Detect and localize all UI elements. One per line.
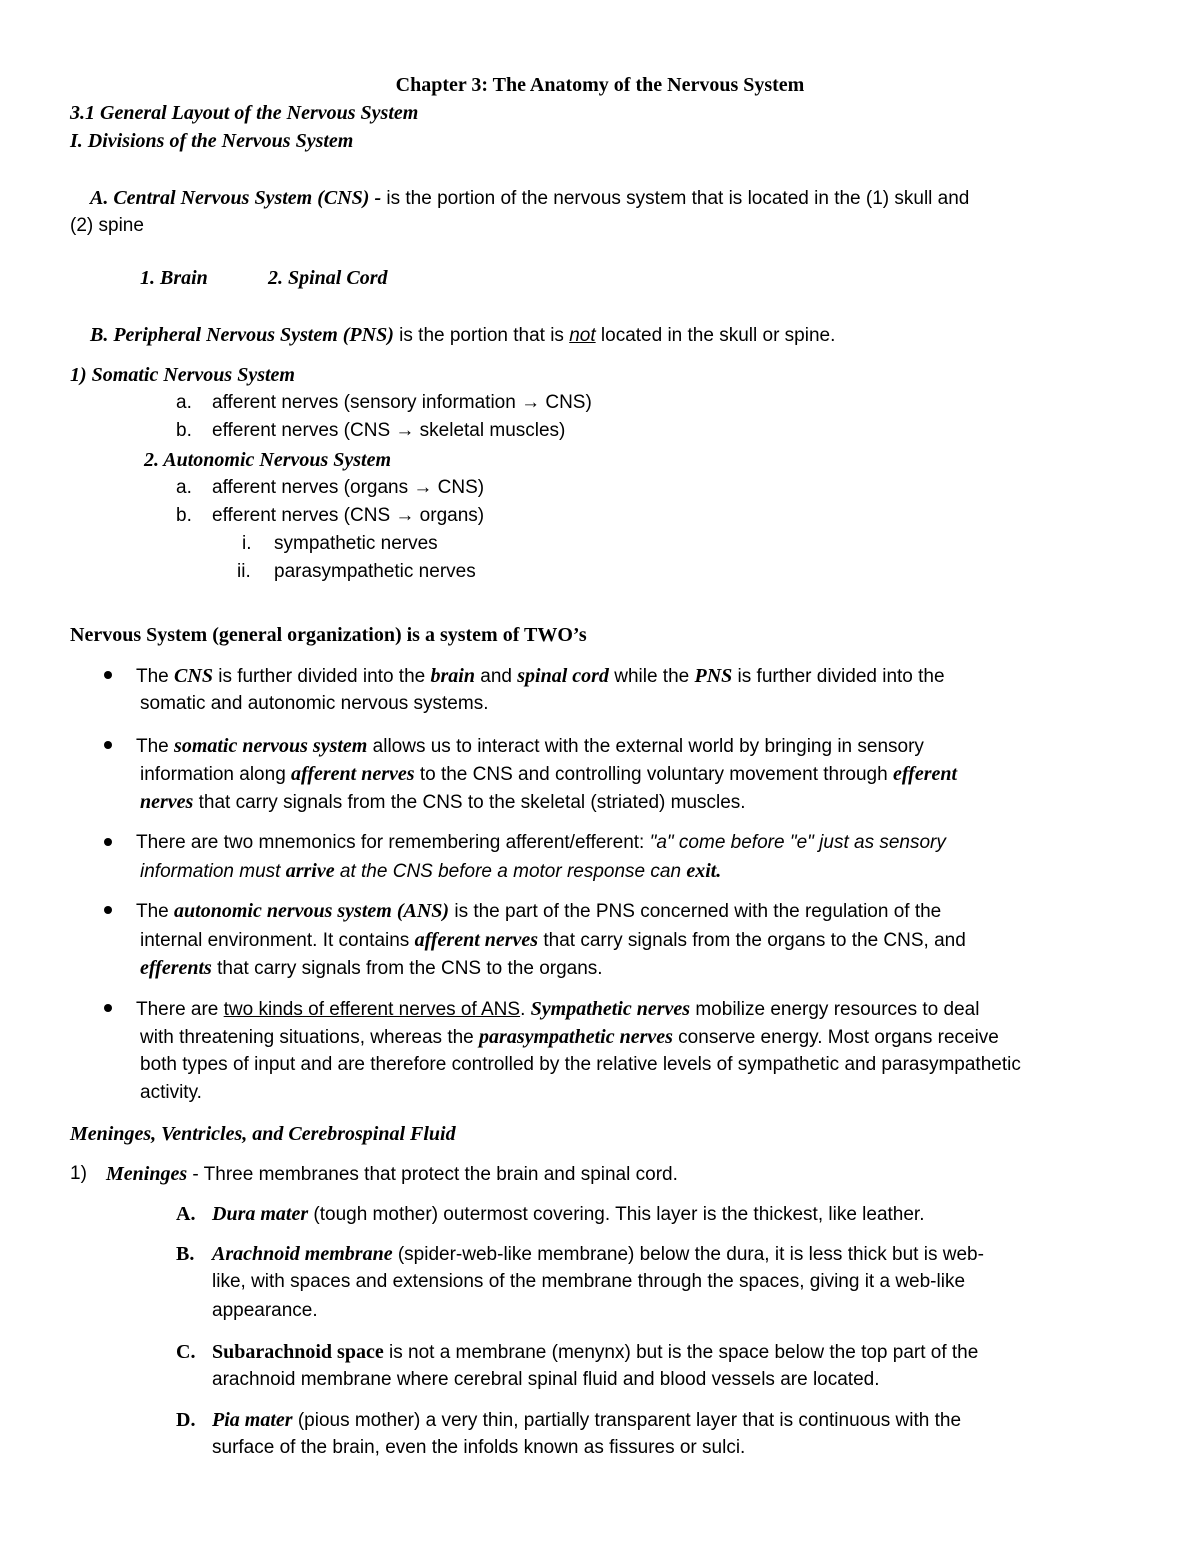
bullet-5-line-4: activity.	[140, 1082, 202, 1103]
bullet-4-line-1: The autonomic nervous system (ANS) is the part of the PNS concerned with the regulation of the	[136, 900, 942, 922]
bullet-2-line-1: The somatic nervous system allows us to interact with the external world by bringing in sensory	[136, 735, 924, 757]
dura-line: Dura mater (tough mother) outermost covering. This layer is the thickest, like leather.	[212, 1203, 925, 1225]
cns-item-brain: 1. Brain	[140, 267, 208, 289]
cns-text-cont: (2) spine	[70, 215, 144, 236]
subsection-heading: I. Divisions of the Nervous System	[70, 130, 354, 152]
bullet-dot-icon	[104, 1004, 112, 1012]
bullet-1-line-1: The CNS is further divided into the brain and spinal cord while the PNS is further divided into the	[136, 665, 945, 687]
pns-text-a: is the portion that is	[393, 325, 570, 346]
somatic-b-marker: b.	[176, 420, 192, 441]
meninges-marker: 1)	[70, 1163, 87, 1184]
bullet-dot-icon	[104, 671, 112, 679]
autonomic-a-text: afferent nerves (organs → CNS)	[212, 477, 485, 498]
dura-marker: A.	[176, 1203, 196, 1225]
twos-heading: Nervous System (general organization) is a system of TWO’s	[70, 624, 587, 646]
autonomic-i-text: sympathetic nerves	[274, 533, 438, 554]
bullet-4-line-3: efferents that carry signals from the CNS to the organs.	[140, 957, 603, 979]
section-heading: 3.1 General Layout of the Nervous System	[70, 102, 419, 124]
pia-line-1: Pia mater (pious mother) a very thin, partially transparent layer that is continuous with the	[212, 1409, 962, 1431]
bullet-5-line-3: both types of input and are therefore controlled by the relative levels of sympathetic and parasympathetic	[140, 1054, 1021, 1075]
cns-item-spinal-cord: 2. Spinal Cord	[268, 267, 388, 289]
autonomic-heading: 2. Autonomic Nervous System	[144, 449, 392, 471]
arachnoid-line-1: Arachnoid membrane (spider-web-like membrane) below the dura, it is less thick but is web-	[212, 1243, 984, 1265]
bullet-2-line-2: information along afferent nerves to the CNS and controlling voluntary movement through efferent	[140, 763, 958, 785]
autonomic-i-marker: i.	[242, 533, 252, 554]
autonomic-ii-text: parasympathetic nerves	[274, 561, 476, 582]
subarachnoid-marker: C.	[176, 1341, 196, 1363]
bullet-4-line-2: internal environment. It contains afferent nerves that carry signals from the organs to the CNS, and	[140, 929, 966, 951]
bullet-dot-icon	[104, 906, 112, 914]
bullet-2-line-3: nerves that carry signals from the CNS to the skeletal (striated) muscles.	[140, 791, 746, 813]
autonomic-a-marker: a.	[176, 477, 192, 498]
meninges-line: Meninges - Three membranes that protect the brain and spinal cord.	[106, 1163, 678, 1185]
bullet-1-line-2: somatic and autonomic nervous systems.	[140, 693, 489, 714]
bullet-5-line-1: There are two kinds of efferent nerves of ANS. Sympathetic nerves mobilize energy resources to deal	[136, 998, 980, 1020]
bullet-5-line-2: with threatening situations, whereas the parasympathetic nerves conserve energy. Most organs receive	[140, 1026, 999, 1048]
arachnoid-line-2: like, with spaces and extensions of the membrane through the spaces, giving it a web-like	[212, 1271, 966, 1292]
meninges-heading: Meninges, Ventricles, and Cerebrospinal Fluid	[70, 1123, 456, 1145]
pns-text-b: located in the skull or spine.	[595, 325, 836, 346]
arachnoid-marker: B.	[176, 1243, 195, 1265]
cns-line	[70, 184, 969, 213]
somatic-heading: 1) Somatic Nervous System	[70, 364, 295, 386]
bullet-dot-icon	[104, 838, 112, 846]
subarachnoid-line-1: Subarachnoid space is not a membrane (menynx) but is the space below the top part of the	[212, 1341, 979, 1363]
somatic-a-text: afferent nerves (sensory information → CNS)	[212, 392, 592, 413]
autonomic-b-text: efferent nerves (CNS → organs)	[212, 505, 485, 526]
pns-label: B. Peripheral Nervous System (PNS)	[90, 324, 394, 346]
pns-not: not	[569, 325, 596, 346]
somatic-b-text: efferent nerves (CNS → skeletal muscles)	[212, 420, 566, 441]
cns-text: is the portion of the nervous system that is located in the (1) skull and	[381, 188, 970, 209]
pns-line	[70, 321, 835, 350]
pia-line-2: surface of the brain, even the infolds known as fissures or sulci.	[212, 1437, 746, 1458]
autonomic-ii-marker: ii.	[237, 561, 251, 582]
bullet-3-line-1: There are two mnemonics for remembering afferent/efferent: "a" come before "e" just as sensory	[136, 832, 946, 853]
cns-label: A. Central Nervous System (CNS) -	[90, 187, 382, 209]
chapter-title: Chapter 3: The Anatomy of the Nervous System	[395, 74, 805, 96]
arachnoid-line-3: appearance.	[212, 1300, 318, 1321]
bullet-dot-icon	[104, 741, 112, 749]
bullet-3-line-2: information must arrive at the CNS before a motor response can exit.	[140, 860, 722, 882]
subarachnoid-line-2: arachnoid membrane where cerebral spinal fluid and blood vessels are located.	[212, 1369, 880, 1390]
somatic-a-marker: a.	[176, 392, 192, 413]
pia-marker: D.	[176, 1409, 196, 1431]
autonomic-b-marker: b.	[176, 505, 192, 526]
